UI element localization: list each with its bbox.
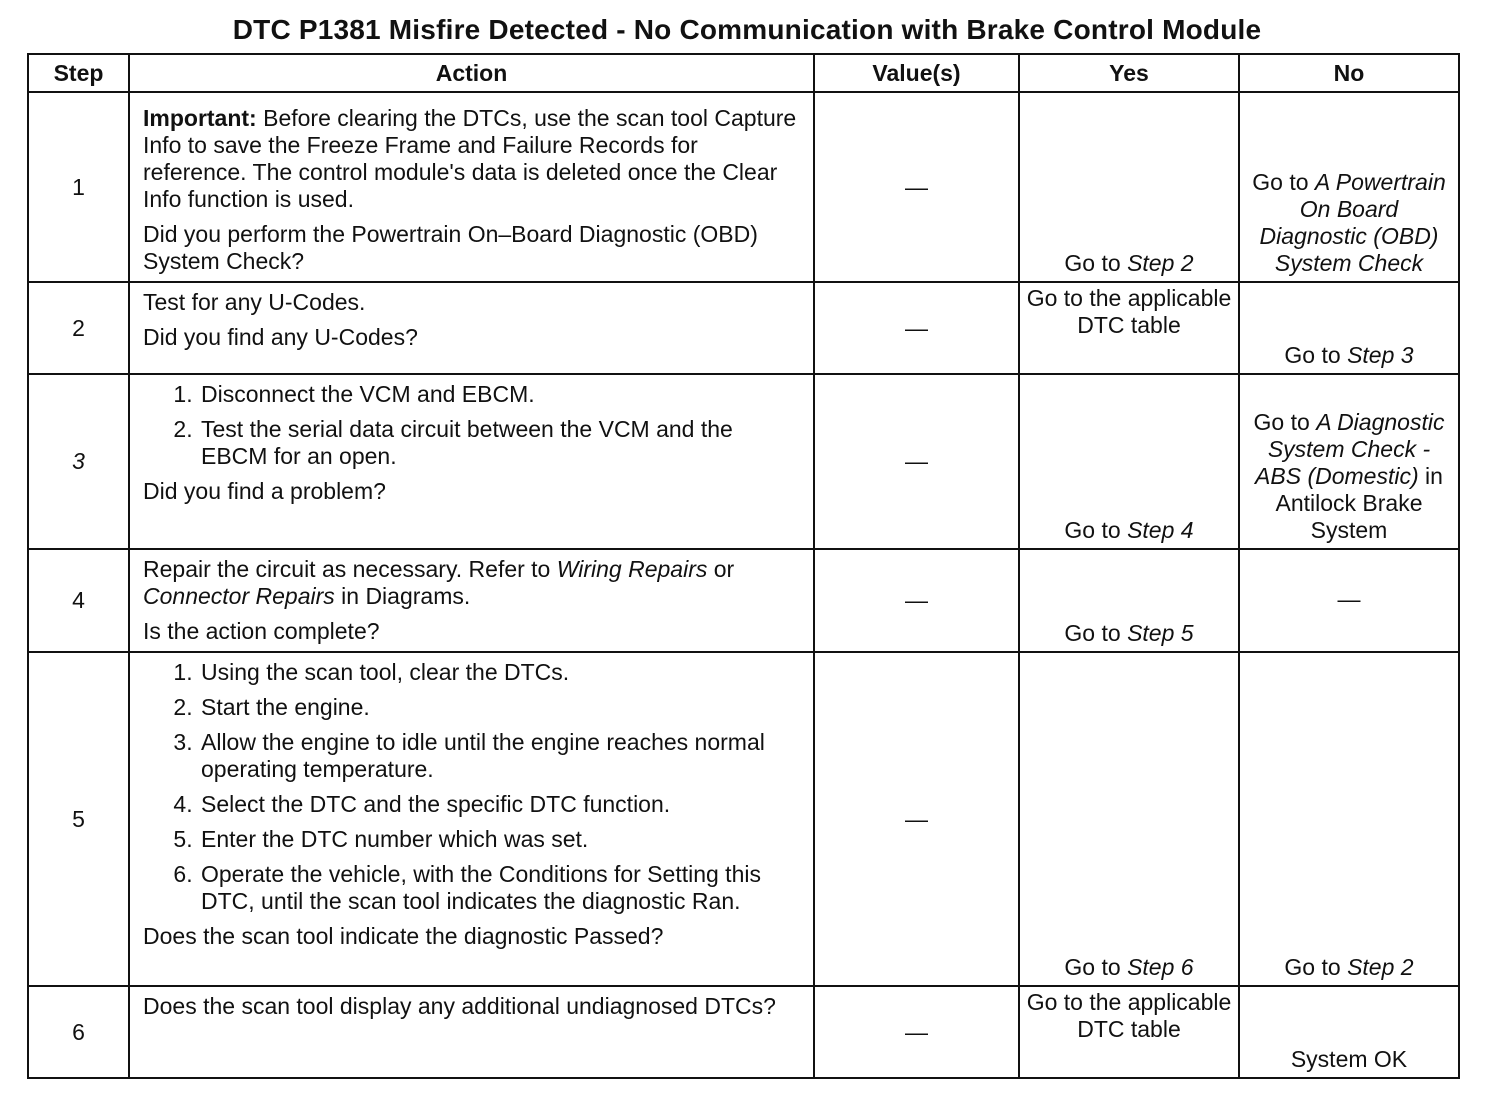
no-cell: System OK [1239, 986, 1459, 1078]
list-item: 5. Enter the DTC number which was set. [199, 826, 801, 853]
action-cell [129, 986, 814, 1078]
yes-cell [1019, 92, 1239, 282]
list-item: 6. Operate the vehicle, with the Conditions for Setting this DTC, until the scan tool indicates the diagnostic Ran. [199, 861, 801, 915]
action-text: Test for any U-Codes. [143, 289, 366, 315]
important-label: Important: [143, 105, 257, 131]
table-row [28, 374, 1459, 549]
table-row [28, 92, 1459, 282]
no-prefix: Go to [1284, 342, 1348, 368]
page-title: DTC P1381 Misfire Detected - No Communication with Brake Control Module [232, 14, 1262, 45]
header-step: Step [28, 54, 129, 92]
header-values: Value(s) [814, 54, 1019, 92]
table-row [28, 652, 1459, 986]
action-question: Does the scan tool indicate the diagnostic Passed? [143, 923, 664, 949]
no-cell [1239, 282, 1459, 374]
table-row [28, 549, 1459, 652]
step-number: 4 [28, 549, 129, 652]
no-cell: — [1239, 549, 1459, 652]
yes-step-link[interactable]: Step 2 [1127, 250, 1194, 276]
header-no: No [1239, 54, 1459, 92]
action-question: Is the action complete? [143, 618, 380, 644]
table-row [28, 282, 1459, 374]
value-cell: — [814, 374, 1019, 549]
connector-repairs-link[interactable]: Connector Repairs [143, 583, 335, 609]
yes-prefix: Go to [1064, 250, 1128, 276]
value-cell: — [814, 549, 1019, 652]
list-item: 1. Using the scan tool, clear the DTCs. [199, 659, 801, 686]
step-number: 3 [28, 374, 129, 549]
list-item: 2. Start the engine. [199, 694, 801, 721]
important-note [143, 99, 801, 213]
no-prefix: Go to [1284, 954, 1348, 980]
action-cell [129, 92, 814, 282]
dtc-table [27, 53, 1460, 1079]
value-cell: — [814, 282, 1019, 374]
action-steps [143, 659, 801, 915]
no-cell [1239, 652, 1459, 986]
no-cell [1239, 374, 1459, 549]
list-item: 3. Allow the engine to idle until the engine reaches normal operating temperature. [199, 729, 801, 783]
value-cell: — [814, 986, 1019, 1078]
step-number: 1 [28, 92, 129, 282]
action-steps [143, 381, 801, 470]
action-cell [129, 282, 814, 374]
header-yes: Yes [1019, 54, 1239, 92]
no-cell [1239, 92, 1459, 282]
yes-prefix: Go to [1064, 954, 1128, 980]
yes-cell [1019, 549, 1239, 652]
value-cell: — [814, 652, 1019, 986]
action-question: Did you find any U-Codes? [143, 324, 418, 350]
header-action: Action [129, 54, 814, 92]
list-item: 1. Disconnect the VCM and EBCM. [199, 381, 801, 408]
action-cell [129, 652, 814, 986]
step-number: 2 [28, 282, 129, 374]
action-text [143, 556, 801, 610]
no-step-link[interactable]: A Powertrain On Board Diagnostic (OBD) System Check [1259, 169, 1446, 276]
action-cell [129, 374, 814, 549]
yes-step-link[interactable]: Step 5 [1127, 620, 1194, 646]
step-number: 6 [28, 986, 129, 1078]
yes-step-link[interactable]: Step 4 [1127, 517, 1194, 543]
no-prefix: Go to [1252, 169, 1315, 195]
value-cell: — [814, 92, 1019, 282]
no-step-link[interactable]: Step 3 [1347, 342, 1414, 368]
yes-prefix: Go to [1064, 517, 1128, 543]
action-text-part: or [707, 556, 735, 582]
yes-cell [1019, 374, 1239, 549]
action-text-part: Repair the circuit as necessary. Refer to [143, 556, 557, 582]
action-question: Does the scan tool display any additional undiagnosed DTCs? [143, 993, 776, 1019]
step-number: 5 [28, 652, 129, 986]
no-prefix: Go to [1253, 409, 1317, 435]
yes-cell: Go to the applicable DTC table [1019, 282, 1239, 374]
wiring-repairs-link[interactable]: Wiring Repairs [556, 556, 708, 582]
no-step-link[interactable]: Step 2 [1347, 954, 1414, 980]
action-question: Did you perform the Powertrain On–Board Diagnostic (OBD) System Check? [143, 221, 758, 274]
table-row [28, 986, 1459, 1078]
important-text: Before clearing the DTCs, use the scan tool Capture Info to save the Freeze Frame and Failure Records for reference. The control module's data is deleted once the Clear Info function is used. [143, 105, 797, 212]
no-step-link[interactable]: A Diagnostic System Check - ABS (Domestic) [1255, 409, 1445, 489]
action-cell [129, 549, 814, 652]
list-item: 4. Select the DTC and the specific DTC function. [199, 791, 801, 818]
yes-cell: Go to the applicable DTC table [1019, 986, 1239, 1078]
action-question: Did you find a problem? [143, 478, 386, 504]
yes-cell [1019, 652, 1239, 986]
header-row [28, 54, 1459, 92]
list-item: 2. Test the serial data circuit between the VCM and the EBCM for an open. [199, 416, 801, 470]
action-text-part: in Diagrams. [334, 583, 471, 609]
yes-step-link[interactable]: Step 6 [1127, 954, 1194, 980]
no-suffix: in Antilock Brake System [1275, 463, 1443, 543]
yes-prefix: Go to [1064, 620, 1128, 646]
